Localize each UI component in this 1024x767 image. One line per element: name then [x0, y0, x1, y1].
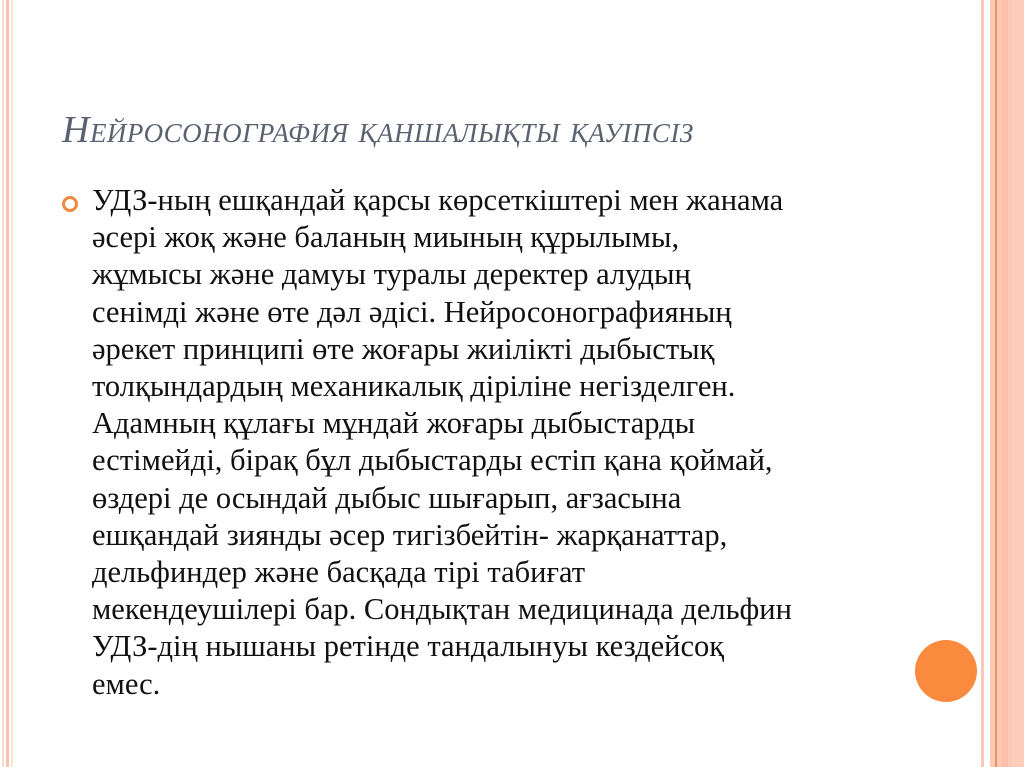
- text-line: УДЗ-дің нышаны ретінде тандалынуы кездейсоқ: [92, 629, 725, 664]
- slide-title: Нейросонография қаншалықты қауіпсіз: [62, 109, 694, 151]
- text-line: әсері жоқ және баланың миының құрылымы,: [92, 220, 680, 255]
- text-line: естімейді, бірақ бұл дыбыстарды естіп қана қоймай,: [92, 443, 773, 478]
- text-line: өздері де осындай дыбыс шығарып, ағзасына: [92, 480, 682, 515]
- text-line: әрекет принципі өте жоғары жиілікті дыбыстық: [92, 331, 715, 366]
- bullet-item: [62, 182, 882, 703]
- left-decor-stripe: [6, 0, 9, 767]
- right-decor-stripe: [995, 0, 997, 767]
- right-decor-stripe: [1002, 0, 1008, 767]
- right-decor-stripe: [1012, 0, 1024, 767]
- text-line: сенімді және өте дәл әдісі. Нейросонографияның: [92, 294, 732, 329]
- text-line: Адамның құлағы мұндай жоғары дыбыстарды: [92, 406, 696, 441]
- bullet-text: [92, 182, 792, 703]
- text-line: емес.: [92, 666, 161, 701]
- right-decor-stripe: [981, 0, 984, 767]
- text-line: ешқандай зиянды әсер тигізбейтін- жарқанаттар,: [92, 517, 728, 552]
- ring-bullet-icon: [62, 196, 78, 212]
- text-line: мекендеушілері бар. Сондықтан медицинада дельфин: [92, 592, 792, 627]
- text-line: дельфиндер және басқада тірі табиғат: [92, 555, 586, 590]
- text-line: УДЗ-ның ешқандай қарсы көрсеткіштері мен жанама: [92, 183, 784, 217]
- left-decor-stripe: [11, 0, 13, 767]
- slide-body: [62, 182, 882, 703]
- text-line: толқындардың механикалық діріліне негізделген.: [92, 369, 736, 404]
- orange-circle-icon: [915, 640, 977, 702]
- text-line: жұмысы және дамуы туралы деректер алудың: [92, 257, 691, 292]
- left-decor-stripe: [2, 0, 4, 767]
